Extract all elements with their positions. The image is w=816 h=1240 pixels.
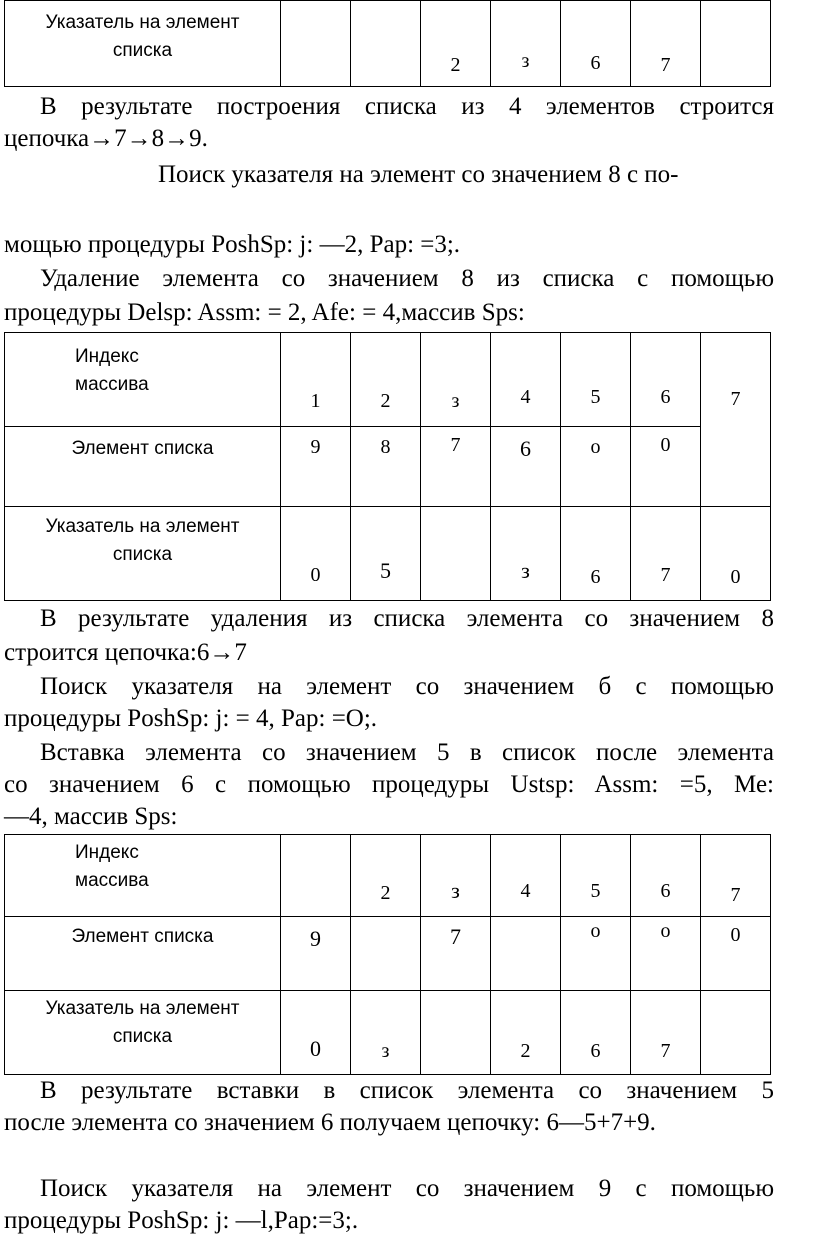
table-cell — [421, 507, 491, 601]
table-cell: 0 — [701, 507, 771, 601]
table-cell: з — [421, 333, 491, 427]
table-cell: з — [491, 507, 561, 601]
table-cell: 5 — [351, 507, 421, 601]
paragraph-line: Поиск указателя на элемент со значением 8 с по- — [158, 161, 679, 188]
row-header: Элемент списка — [5, 917, 281, 991]
paragraph-line: мощью процедуры PoshSp: j: —2, Рар: =3;. — [4, 231, 461, 258]
table-cell: 7 — [631, 507, 701, 601]
table-cell: 1 — [281, 333, 351, 427]
table-cell: 5 — [561, 835, 631, 917]
paragraph-line: после элемента со значением 6 получаем цепочку: 6—5+7+9. — [4, 1109, 656, 1136]
paragraph-line: процедуры PoshSp: j: —l,Рар:=3;. — [4, 1207, 359, 1234]
table-cell: 9 — [281, 427, 351, 507]
table-cell: 4 — [491, 333, 561, 427]
table-cell: 0 — [281, 507, 351, 601]
paragraph-line: цепочка→7→8→9. — [4, 125, 208, 152]
paragraph-line: Вставка элемента со значением 5 в список после элемента — [40, 739, 774, 766]
table-cell — [701, 1, 771, 87]
table-cell: 7 — [421, 427, 491, 507]
row-header: Указатель на элемент списка — [5, 991, 281, 1075]
table-cell: 6 — [561, 991, 631, 1075]
table-cell: 7 — [631, 991, 701, 1075]
table-cell: 6 — [631, 835, 701, 917]
table-cell: з — [491, 1, 561, 87]
paragraph-line: —4, массив Sps: — [4, 803, 178, 830]
table-cell: з — [351, 991, 421, 1075]
paragraph-line: Поиск указателя на элемент со значением б с помощью — [40, 673, 774, 700]
table-cell: 2 — [351, 333, 421, 427]
table-cell: о — [561, 427, 631, 507]
pointer-table-fragment — [4, 0, 771, 87]
paragraph-line: Поиск указателя на элемент со значением 9 с помощью — [40, 1175, 774, 1202]
paragraph-line: строится цепочка:6→7 — [4, 639, 247, 666]
table-cell: 6 — [631, 333, 701, 427]
table-cell: 2 — [491, 991, 561, 1075]
array-table-deletion — [4, 332, 771, 601]
row-header: Элемент списка — [5, 427, 281, 507]
table-cell: 2 — [351, 835, 421, 917]
table-cell: о — [561, 917, 631, 991]
paragraph-line: Удаление элемента со значением 8 из списка с помощью — [40, 265, 774, 292]
paragraph-line: В результате удаления из списка элемента со значением 8 — [40, 605, 774, 632]
paragraph-line: процедуры PoshSp: j: = 4, Рар: =O;. — [4, 705, 378, 732]
table-cell: 8 — [351, 427, 421, 507]
table-cell — [281, 1, 351, 87]
table-cell — [701, 991, 771, 1075]
table-cell: 0 — [701, 917, 771, 991]
paragraph-line: со значением 6 с помощью процедуры Ustsp: Assm: =5, Ме: — [4, 771, 774, 798]
table-cell — [421, 991, 491, 1075]
table-cell: 9 — [281, 917, 351, 991]
array-table-insertion — [4, 834, 771, 1075]
table-cell: 0 — [631, 427, 701, 507]
row-header: Указатель на элемент списка — [5, 507, 281, 601]
table-cell: 7 — [701, 333, 771, 507]
row-header: Индекс массива — [5, 835, 281, 917]
table-cell: з — [421, 835, 491, 917]
table-cell — [351, 1, 421, 87]
row-header-label: Указатель на элемент списка — [45, 12, 240, 61]
table-cell: 6 — [561, 507, 631, 601]
table-cell — [491, 917, 561, 991]
table-cell: 4 — [491, 835, 561, 917]
table-cell: 6 — [561, 1, 631, 87]
table-cell: о — [631, 917, 701, 991]
table-cell: 6 — [491, 427, 561, 507]
paragraph-line: В результате вставки в список элемента со значением 5 — [40, 1077, 774, 1104]
table-cell: 7 — [421, 917, 491, 991]
table-cell: 2 — [421, 1, 491, 87]
table-cell: 7 — [631, 1, 701, 87]
table-cell — [351, 917, 421, 991]
table-cell: 7 — [701, 835, 771, 917]
row-header — [5, 1, 281, 87]
table-cell: 5 — [561, 333, 631, 427]
table-cell — [281, 835, 351, 917]
row-header: Индекс массива — [5, 333, 281, 427]
paragraph-line: В результате построения списка из 4 элементов строится — [40, 93, 774, 120]
paragraph-line: процедуры Delsp: Assm: = 2, Afe: = 4,массив Sps: — [4, 299, 525, 326]
table-cell: 0 — [281, 991, 351, 1075]
